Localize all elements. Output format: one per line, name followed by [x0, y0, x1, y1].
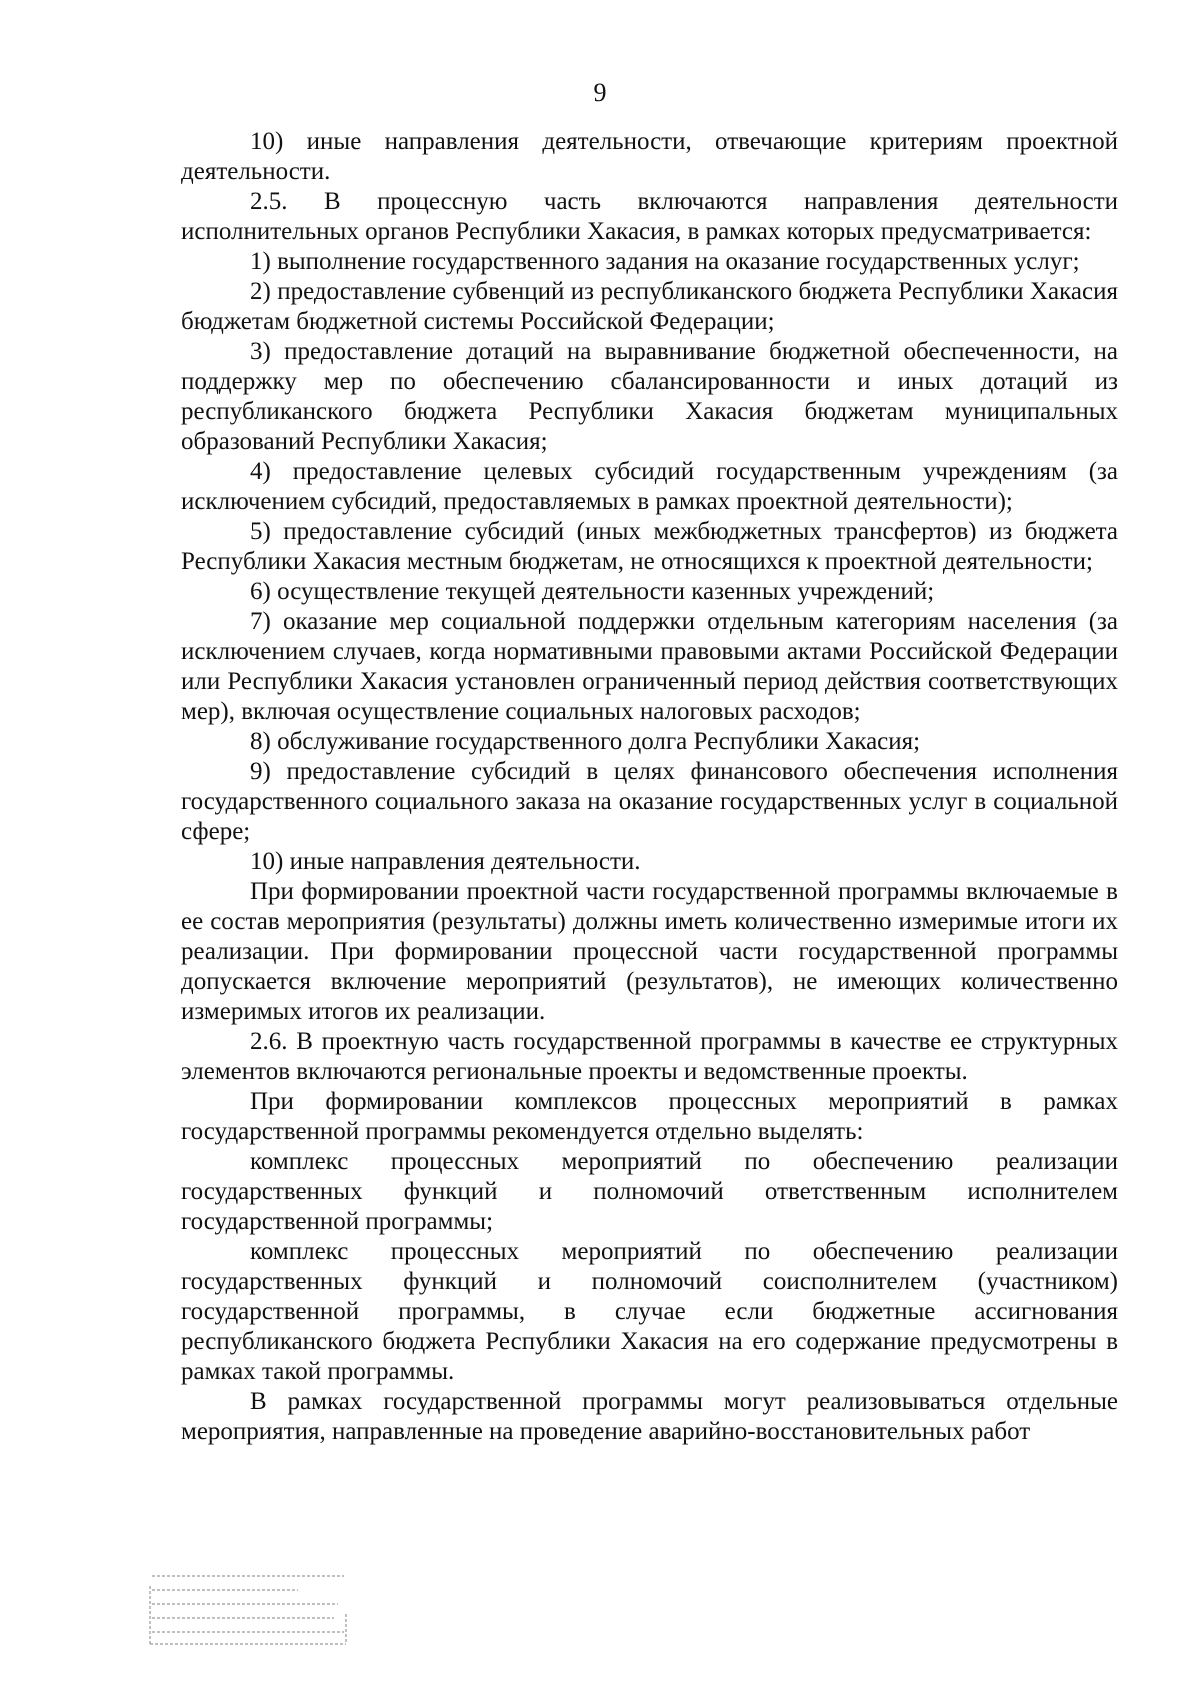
list-item-9: 9) предоставление субсидий в целях финансового обеспечения исполнения государственного социального заказа на оказание государственных услуг в социальной сфере; — [181, 758, 1118, 845]
list-item-3: 3) предоставление дотаций на выравнивание бюджетной обеспеченности, на поддержку мер по обеспечению сбалансированности и иных дотаций из республиканского бюджета Республики Хакасия бюджетам муниципальных образований Республики Хакасия; — [181, 338, 1118, 455]
paragraph-2-5: 2.5. В процессную часть включаются направления деятельности исполнительных органов Республики Хакасия, в рамках которых предусматривается: — [181, 188, 1118, 245]
paragraph-project-part: При формировании проектной части государственной программы включаемые в ее состав мероприятия (результаты) должны иметь количественно измеримые итоги их реализации. При формировании процессной части государственной программы допускается включение мероприятий (результатов), не имеющих количественно измеримых итогов их реализации. — [181, 878, 1118, 1025]
list-item-4: 4) предоставление целевых субсидий государственным учреждениям (за исключением субсидий, предоставляемых в рамках проектной деятельности); — [181, 458, 1118, 515]
paragraph-complex-executor: комплекс процессных мероприятий по обеспечению реализации государственных функций и полномочий ответственным исполнителем государственной программы; — [181, 1148, 1118, 1235]
registration-stamp — [148, 1568, 362, 1648]
stamp-graphic — [148, 1568, 362, 1648]
paragraph-item-10: 10) иные направления деятельности, отвечающие критериям проектной деятельности. — [181, 128, 1118, 185]
list-item-7: 7) оказание мер социальной поддержки отдельным категориям населения (за исключением случаев, когда нормативными правовыми актами Российской Федерации или Республики Хакасия установлен ограниченный период действия соответствующих мер), включая осуществление социальных налоговых расходов; — [181, 608, 1118, 725]
paragraph-2-6: 2.6. В проектную часть государственной программы в качестве ее структурных элементов включаются региональные проекты и ведомственные проекты. — [181, 1028, 1118, 1085]
page-number: 9 — [593, 78, 607, 107]
paragraph-separate-measures: В рамках государственной программы могут реализовываться отдельные мероприятия, направленные на проведение аварийно-восстановительных работ — [181, 1388, 1118, 1445]
list-item-2: 2) предоставление субвенций из республиканского бюджета Республики Хакасия бюджетам бюджетной системы Российской Федерации; — [181, 278, 1118, 335]
list-item-5: 5) предоставление субсидий (иных межбюджетных трансфертов) из бюджета Республики Хакасия местным бюджетам, не относящихся к проектной деятельности; — [181, 518, 1118, 575]
list-item-8: 8) обслуживание государственного долга Республики Хакасия; — [250, 728, 921, 755]
paragraph-process-complexes: При формировании комплексов процессных мероприятий в рамках государственной программы рекомендуется отдельно выделять: — [181, 1088, 1118, 1145]
list-item-1: 1) выполнение государственного задания на оказание государственных услуг; — [250, 248, 1080, 275]
document-body — [181, 127, 1118, 1447]
list-item-10: 10) иные направления деятельности. — [250, 848, 641, 875]
list-item-6: 6) осуществление текущей деятельности казенных учреждений; — [250, 578, 935, 605]
paragraph-complex-coexecutor: комплекс процессных мероприятий по обеспечению реализации государственных функций и полномочий соисполнителем (участником) государственной программы, в случае если бюджетные ассигнования республиканского бюджета Республики Хакасия на его содержание предусмотрены в рамках такой программы. — [181, 1238, 1118, 1385]
